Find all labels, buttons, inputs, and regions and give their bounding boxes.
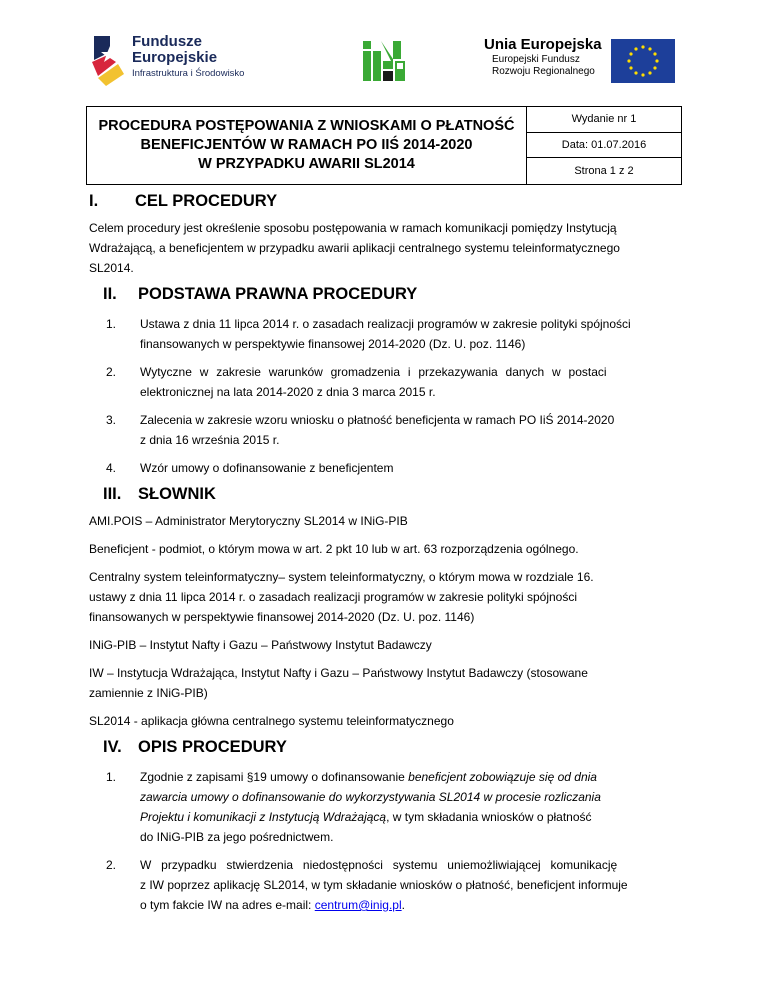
email-link[interactable]: centrum@inig.pl (314, 898, 402, 912)
s2-item2-number: 2. (106, 365, 117, 379)
s4-item1-line3-italic: Projektu i komunikacji z Instytucją Wdrażającą (140, 810, 387, 824)
ue-logo-line2: Europejski Fundusz (492, 54, 580, 65)
procedure-title (87, 107, 526, 184)
glossary-entry-iw-line2: zamiennie z INiG-PIB) (89, 686, 208, 700)
date-cell: Data: 01.07.2016 (527, 133, 681, 159)
s1-text-line3: SL2014. (89, 261, 134, 275)
s4-item1-line3-text: , w tym składania wniosków o płatność (386, 810, 592, 824)
eu-flag-icon (611, 39, 675, 83)
s2-item3-number: 3. (106, 413, 117, 427)
document-meta (526, 107, 681, 184)
section-number: IV. (103, 738, 122, 756)
section-title: OPIS PROCEDURY (138, 738, 287, 756)
section-title: CEL PROCEDURY (135, 192, 278, 210)
s4-item1-line2-italic: zawarcia umowy o dofinansowanie do wykorzystywania SL2014 w procesie rozliczania (140, 790, 601, 804)
s4-item1-line2 (140, 787, 601, 807)
glossary-entry-sl2014: SL2014 - aplikacja główna centralnego systemu teleinformatycznego (89, 714, 454, 728)
s4-item2-number: 2. (106, 858, 117, 872)
s4-item1-line4: do INiG-PIB za jego pośrednictwem. (140, 830, 334, 844)
title-line3: W PRZYPADKU AWARII SL2014 (198, 156, 415, 172)
s4-item1-line1-text: Zgodnie z zapisami §19 umowy o dofinansowanie (140, 770, 409, 784)
glossary-entry-cst-line3: finansowanych w perspektywie finansowej 2014-2020 (Dz. U. poz. 1146) (89, 610, 475, 624)
fe-star-mark-icon (88, 32, 132, 88)
fe-logo-line2: Europejskie (132, 49, 218, 66)
section-2-heading (103, 285, 417, 304)
edition-cell: Wydanie nr 1 (527, 107, 681, 133)
s4-item1-line3 (140, 807, 592, 827)
glossary-entry-amipois: AMI.POIS – Administrator Merytoryczny SL2014 w INiG-PIB (89, 514, 408, 528)
s1-text-line2: Wdrażającą, a beneficjentem w przypadku awarii aplikacji centralnego systemu teleinformatycznego (89, 241, 620, 255)
page-cell: Strona 1 z 2 (574, 165, 634, 178)
section-number: I. (89, 192, 99, 210)
s4-item1-line1 (140, 767, 597, 787)
s2-item1-line1: Ustawa z dnia 11 lipca 2014 r. o zasadach realizacji programów w zakresie polityki spójności (140, 317, 631, 331)
s2-item3-line2: z dnia 16 września 2015 r. (140, 433, 280, 447)
s2-item4-line1: Wzór umowy o dofinansowanie z beneficjentem (140, 461, 394, 475)
s4-item2-line3-end: . (401, 898, 405, 912)
s2-item1-line2: finansowanych w perspektywie finansowej 2014-2020 (Dz. U. poz. 1146) (140, 337, 526, 351)
section-number: II. (103, 285, 117, 303)
ue-logo-line3: Rozwoju Regionalnego (492, 66, 595, 77)
glossary-entry-beneficjent: Beneficjent - podmiot, o którym mowa w art. 2 pkt 10 lub w art. 63 rozporządzenia ogólnego. (89, 542, 579, 556)
s2-item1-number: 1. (106, 317, 117, 331)
fe-logo-line1: Fundusze (132, 33, 202, 50)
ue-logo-line1: Unia Europejska (484, 36, 602, 53)
section-4-heading (103, 738, 287, 757)
glossary-entry-iw-line1: IW – Instytucja Wdrażająca, Instytut Nafty i Gazu – Państwowy Instytut Badawczy (stosowane (89, 666, 588, 680)
s2-item3-line1: Zalecenia w zakresie wzoru wniosku o płatność beneficjenta w ramach PO IiŚ 2014-2020 (140, 413, 615, 427)
title-line2: BENEFICJENTÓW W RAMACH PO IIŚ 2014-2020 (140, 137, 473, 153)
s2-item4-number: 4. (106, 461, 117, 475)
section-title: PODSTAWA PRAWNA PROCEDURY (138, 285, 418, 303)
section-1-heading (89, 192, 277, 211)
inig-logo-icon (361, 39, 407, 83)
section-number: III. (103, 485, 122, 503)
fundusze-europejskie-logo (88, 32, 288, 88)
s4-item2-line3-text: o tym fakcie IW na adres e-mail: (140, 898, 315, 912)
s4-item1-number: 1. (106, 770, 117, 784)
procedure-title-table (86, 106, 682, 185)
s2-item2-line1: Wytyczne w zakresie warunków gromadzenia i przekazywania danych w postaci (140, 365, 607, 379)
s4-item2-line1: W przypadku stwierdzenia niedostępności systemu uniemożliwiającej komunikację (140, 858, 618, 872)
unia-europejska-logo (484, 36, 684, 86)
s2-item2-line2: elektronicznej na lata 2014-2020 z dnia 3 marca 2015 r. (140, 385, 436, 399)
section-title: SŁOWNIK (138, 485, 216, 503)
s4-item2-line2: z IW poprzez aplikację SL2014, w tym składanie wniosków o płatność, beneficjent informuje (140, 878, 628, 892)
s4-item2-line3 (140, 895, 405, 915)
title-line1: PROCEDURA POSTĘPOWANIA Z WNIOSKAMI O PŁATNOŚĆ (98, 118, 515, 134)
s1-text-line1: Celem procedury jest określenie sposobu postępowania w ramach komunikacji pomiędzy Instytucją (89, 221, 617, 235)
glossary-entry-cst-line2: ustawy z dnia 11 lipca 2014 r. o zasadach realizacji programów w zakresie polityki spójności (89, 590, 578, 604)
section-3-heading (103, 485, 216, 504)
glossary-entry-cst-line1: Centralny system teleinformatyczny– system teleinformatyczny, o którym mowa w rozdziale 16. (89, 570, 594, 584)
fe-logo-line3: Infrastruktura i Środowisko (132, 68, 245, 79)
s4-item1-line1-italic: beneficjent zobowiązuje się od dnia (408, 770, 597, 784)
glossary-entry-inig: INiG-PIB – Instytut Nafty i Gazu – Państwowy Instytut Badawczy (89, 638, 432, 652)
